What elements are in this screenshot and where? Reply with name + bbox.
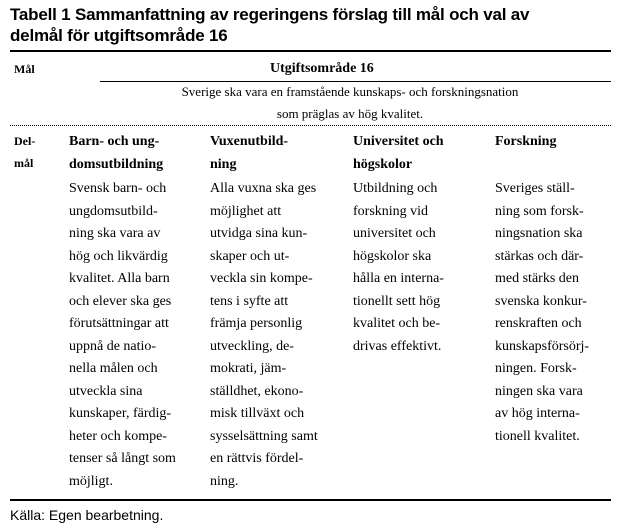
body-line: ningen ska vara: [495, 383, 583, 399]
body-line: universitet och: [353, 226, 436, 241]
body-line: möjligt.: [69, 473, 113, 489]
body-line: drivas effektivt.: [353, 338, 442, 354]
body-line: kunskaper, färdig-: [69, 406, 172, 421]
column-universitet-hogskolor: [353, 130, 444, 358]
body-line: med stärks den: [495, 271, 579, 286]
body-line: svenska konkur-: [495, 293, 587, 309]
body-line: kvalitet och be-: [353, 316, 441, 331]
column-barn-ungdomsutbildning: [69, 130, 176, 493]
column-body: [69, 178, 176, 493]
body-line: ning ska vara av: [69, 226, 161, 241]
body-line: hålla en interna-: [353, 271, 444, 286]
body-line: och elever ska ges: [69, 293, 172, 309]
body-line: ningen. Forsk-: [495, 361, 577, 376]
body-line: veckla sin kompe-: [210, 271, 313, 286]
body-line: ställdhet, ekono-: [210, 383, 304, 399]
body-line: ning som forsk-: [495, 203, 584, 219]
body-line: av hög interna-: [495, 406, 580, 421]
column-heading: [495, 130, 589, 176]
goal-text-line: som präglas av hög kvalitet.: [276, 106, 424, 121]
body-line: ningsnation ska: [495, 226, 583, 241]
subgoal-label-line: Del-: [14, 134, 36, 148]
heading-line: domsutbildning: [69, 157, 164, 172]
bottom-rule: [10, 499, 611, 501]
body-line: kvalitet. Alla barn: [69, 271, 170, 286]
column-heading: [210, 130, 318, 176]
body-line: högskolor ska: [353, 248, 432, 264]
body-line: tens i syfte att: [210, 293, 289, 309]
body-line: en rättvis fördel-: [210, 451, 304, 466]
heading-line: Vuxenutbild-: [210, 134, 289, 149]
area-title-rule: [100, 81, 611, 82]
body-line: Svensk barn- och: [69, 181, 167, 196]
caption-line: delmål för utgiftsområde 16: [10, 26, 228, 45]
body-line: sysselsättning samt: [210, 428, 318, 444]
body-line: ning.: [210, 473, 239, 489]
body-line: kunskapsförsörj-: [495, 338, 590, 354]
body-line: mokrati, jäm-: [210, 361, 287, 376]
body-line: forskning vid: [353, 203, 429, 219]
column-heading: [353, 130, 444, 176]
body-line: utveckla sina: [69, 383, 143, 399]
body-line: renskraften och: [495, 316, 582, 331]
body-line: misk tillväxt och: [210, 406, 305, 421]
subgoal-label-line: mål: [14, 156, 34, 170]
body-line: uppnå de natio-: [69, 338, 157, 354]
body-line: främja personlig: [210, 316, 303, 331]
body-line: möjlighet att: [210, 203, 282, 219]
body-line: skaper och ut-: [210, 248, 290, 264]
body-line: heter och kompe-: [69, 428, 167, 444]
column-forskning: [495, 130, 589, 448]
body-line: nella målen och: [69, 361, 158, 376]
heading-line: Barn- och ung-: [69, 134, 160, 149]
area-title: Utgiftsområde 16: [270, 61, 374, 76]
source-note: Källa: Egen bearbetning.: [10, 507, 164, 523]
column-heading: [69, 130, 176, 176]
column-body: [495, 178, 589, 448]
body-line: utveckling, de-: [210, 338, 294, 354]
goal-separator: [10, 125, 611, 126]
column-body: [353, 178, 444, 358]
table-caption: [10, 4, 610, 46]
heading-line: högskolor: [353, 157, 413, 172]
heading-line: Forskning: [495, 134, 557, 149]
column-body: [210, 178, 318, 493]
body-line: ungdomsutbild-: [69, 203, 158, 219]
body-line: utvidga sina kun-: [210, 226, 308, 241]
caption-line: Tabell 1 Sammanfattning av regeringens förslag till mål och val av: [10, 5, 530, 24]
body-line: Sveriges ställ-: [495, 181, 575, 196]
body-line: Alla vuxna ska ges: [210, 181, 317, 196]
body-line: stärkas och där-: [495, 248, 584, 264]
body-line: tenser så långt som: [69, 451, 176, 466]
heading-line: [495, 153, 589, 176]
body-line: hög och likvärdig: [69, 248, 168, 264]
body-line: tionell kvalitet.: [495, 428, 580, 444]
heading-line: ning: [210, 157, 237, 172]
goal-label: Mål: [14, 62, 35, 76]
body-line: förutsättningar att: [69, 316, 169, 331]
body-line: Utbildning och: [353, 181, 438, 196]
column-vuxenutbildning: [210, 130, 318, 493]
body-line: tionellt sett hög: [353, 293, 441, 309]
goal-text-line: Sverige ska vara en framstående kunskaps- och forskningsnation: [181, 84, 519, 99]
top-rule: [10, 50, 611, 52]
heading-line: Universitet och: [353, 134, 444, 149]
